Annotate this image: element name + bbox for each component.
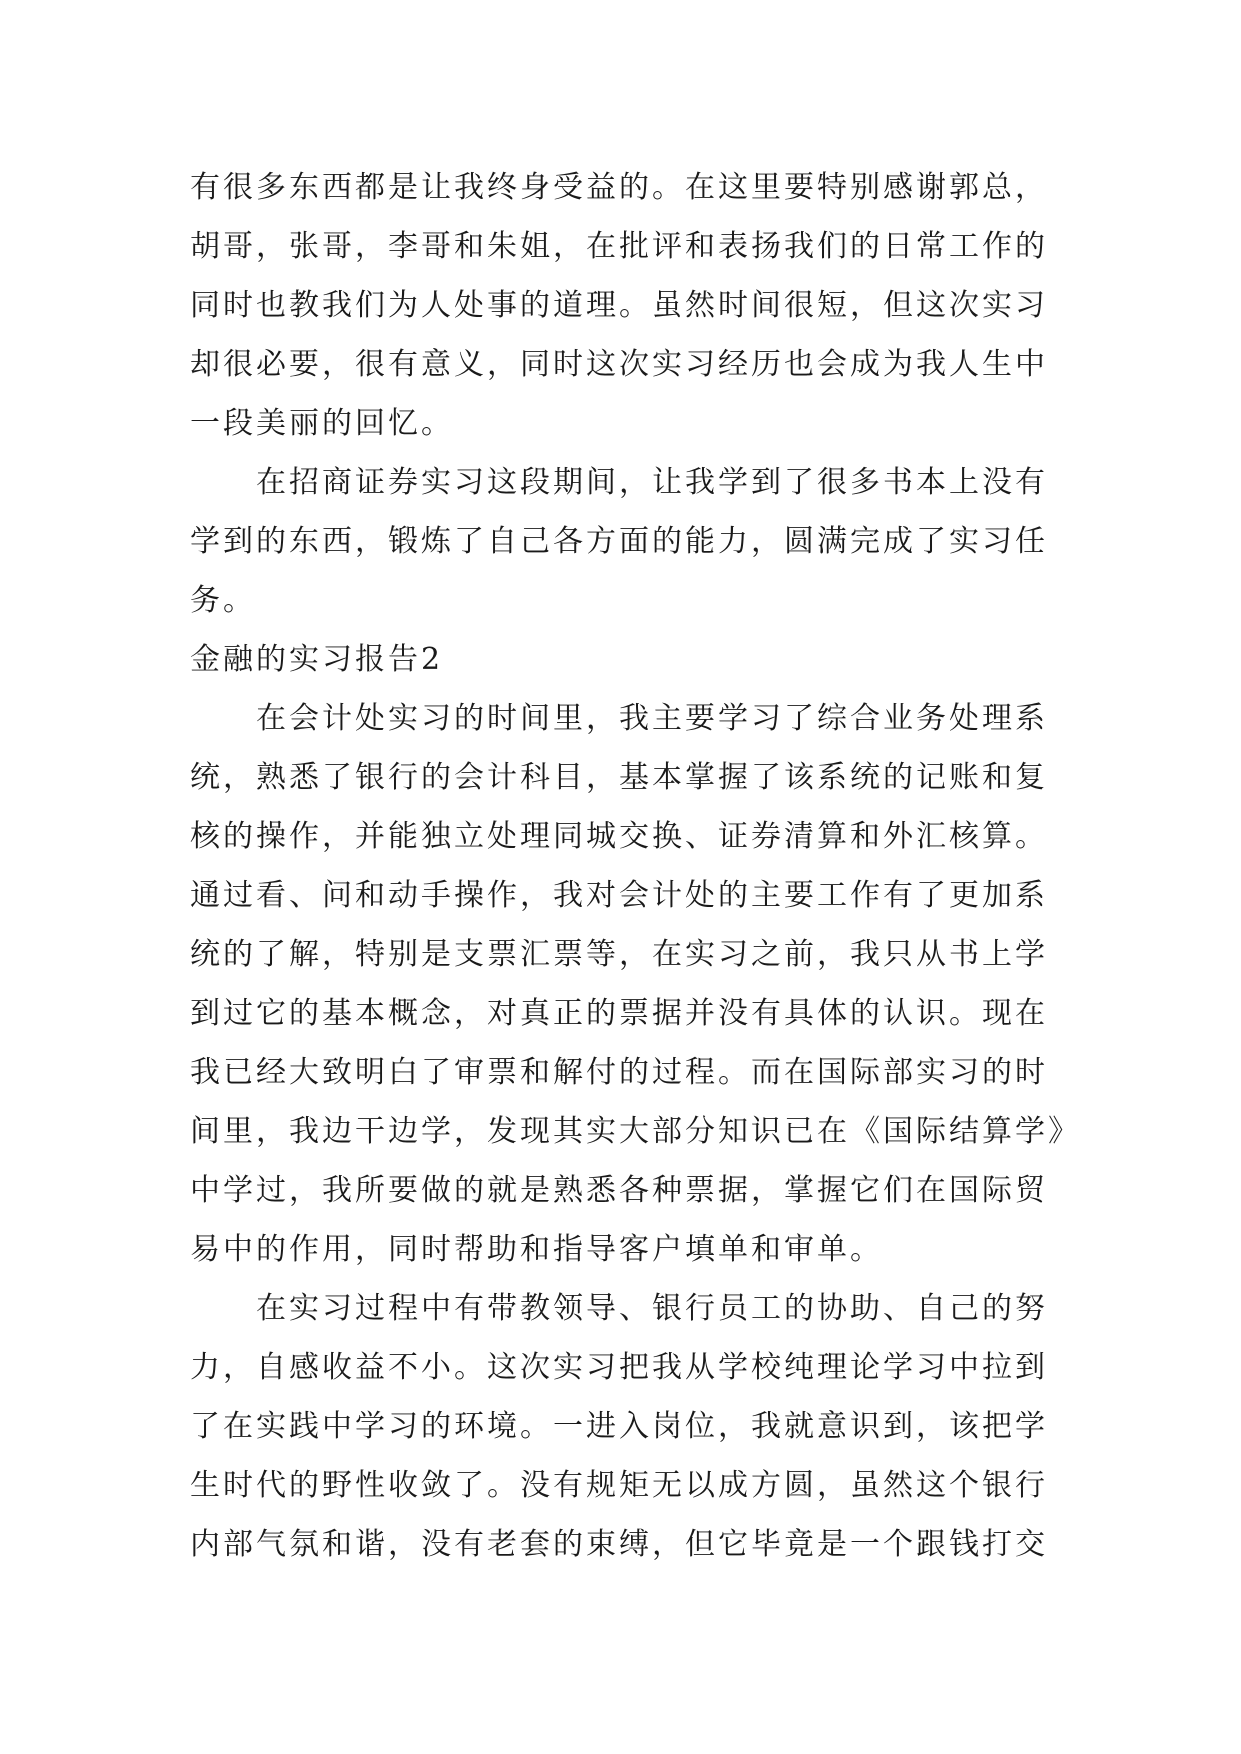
text-line: 力，自感收益不小。这次实习把我从学校纯理论学习中拉到 [190, 1350, 1048, 1385]
text-line: 务。 [190, 583, 256, 618]
text-line: 有很多东西都是让我终身受益的。在这里要特别感谢郭总， [190, 170, 1048, 205]
text-line: 内部气氛和谐，没有老套的束缚，但它毕竟是一个跟钱打交 [190, 1527, 1048, 1562]
paragraph [190, 689, 1081, 1279]
text-line: 统，熟悉了银行的会计科目，基本掌握了该系统的记账和复 [190, 760, 1048, 795]
section-heading [190, 630, 1058, 689]
text-line: 通过看、问和动手操作，我对会计处的主要工作有了更加系 [190, 878, 1048, 913]
text-line: 间里，我边干边学，发现其实大部分知识已在《国际结算学》 [190, 1114, 1081, 1149]
text-line: 一段美丽的回忆。 [190, 406, 454, 441]
paragraph [190, 1279, 1058, 1574]
paragraph [190, 453, 1058, 630]
text-line: 统的了解，特别是支票汇票等，在实习之前，我只从书上学 [190, 937, 1048, 972]
text-line: 在招商证券实习这段期间，让我学到了很多书本上没有 [256, 465, 1048, 500]
heading-text: 金融的实习报告2 [190, 642, 444, 677]
text-line: 中学过，我所要做的就是熟悉各种票据，掌握它们在国际贸 [190, 1173, 1048, 1208]
text-line: 到过它的基本概念，对真正的票据并没有具体的认识。现在 [190, 996, 1048, 1031]
text-line: 在会计处实习的时间里，我主要学习了综合业务处理系 [256, 701, 1048, 736]
text-line: 我已经大致明白了审票和解付的过程。而在国际部实习的时 [190, 1055, 1048, 1090]
text-line: 学到的东西，锻炼了自己各方面的能力，圆满完成了实习任 [190, 524, 1048, 559]
text-line: 易中的作用，同时帮助和指导客户填单和审单。 [190, 1232, 883, 1267]
text-line: 在实习过程中有带教领导、银行员工的协助、自己的努 [256, 1291, 1048, 1326]
text-line: 了在实践中学习的环境。一进入岗位，我就意识到，该把学 [190, 1409, 1048, 1444]
document-body [190, 158, 1081, 1574]
text-line: 胡哥，张哥，李哥和朱姐，在批评和表扬我们的日常工作的 [190, 229, 1048, 264]
text-line: 同时也教我们为人处事的道理。虽然时间很短，但这次实习 [190, 288, 1048, 323]
text-line: 核的操作，并能独立处理同城交换、证券清算和外汇核算。 [190, 819, 1048, 854]
text-line: 生时代的野性收敛了。没有规矩无以成方圆，虽然这个银行 [190, 1468, 1048, 1503]
paragraph [190, 158, 1058, 453]
text-line: 却很必要，很有意义，同时这次实习经历也会成为我人生中 [190, 347, 1048, 382]
